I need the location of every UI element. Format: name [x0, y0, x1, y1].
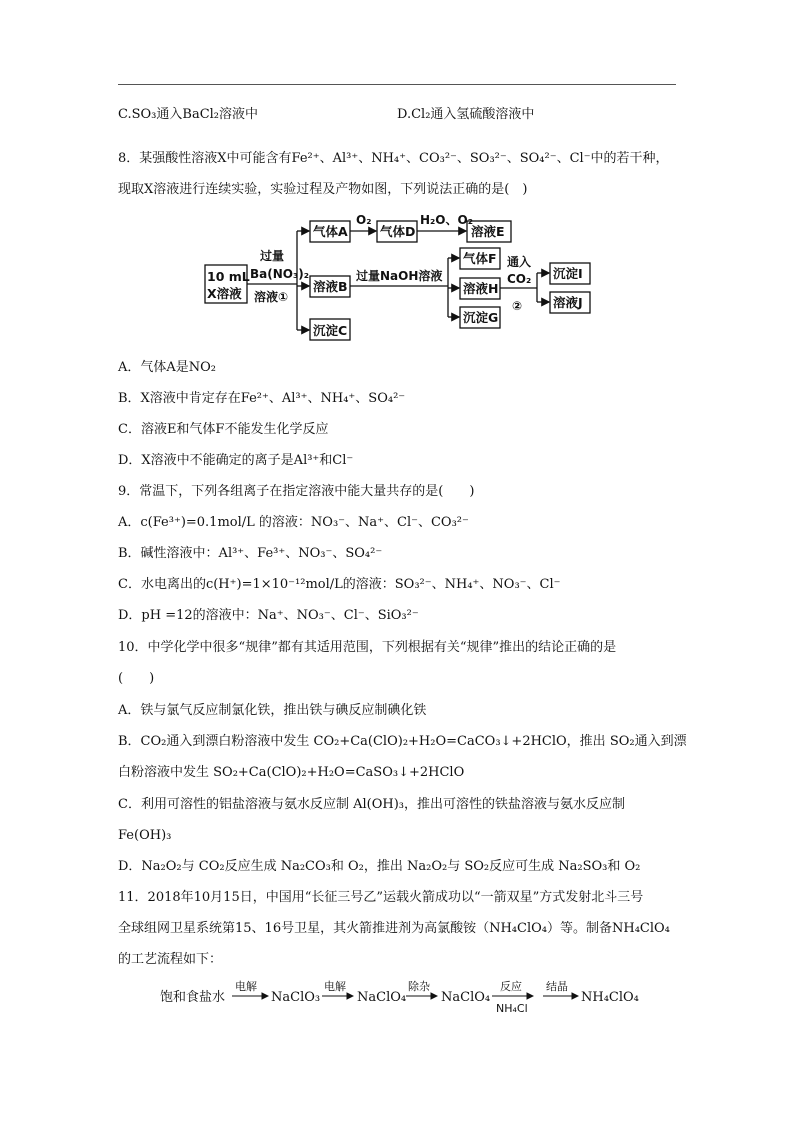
- reagent1-line3: 溶液①: [254, 290, 289, 304]
- process-arrow2-label: 电解: [324, 980, 346, 993]
- o2-label: O₂: [356, 213, 372, 227]
- q11-line2: 全球组网卫星系统第15、16号卫星，其火箭推进剂为高氯酸铵（NH₄ClO₄）等。制备NH₄ClO₄: [118, 921, 670, 936]
- q8-option-b: B．X溶液中肯定存在Fe²⁺、Al³⁺、NH₄⁺、SO₄²⁻: [118, 391, 406, 406]
- process-naclo4-a: NaClO₄: [357, 990, 407, 1005]
- process-nh4clo4: NH₄ClO₄: [581, 990, 639, 1005]
- prev-option-c: C.SO₃通入BaCl₂溶液中: [118, 107, 259, 122]
- process-naclo3: NaClO₃: [271, 990, 321, 1005]
- sol-b-label: 溶液B: [313, 279, 348, 294]
- q10-stem-line2: ( ): [118, 671, 155, 686]
- q10-option-b-line2: 白粉溶液中发生 SO₂+Ca(ClO)₂+H₂O=CaSO₃↓+2HClO: [118, 765, 465, 780]
- q8-flow-diagram: [0, 0, 794, 350]
- sol-j-label: 溶液J: [553, 295, 583, 310]
- process-brine: 饱和食盐水: [160, 990, 226, 1005]
- sol-h-label: 溶液H: [463, 281, 499, 296]
- q10-option-a: A．铁与氯气反应制氯化铁，推出铁与碘反应制碘化铁: [118, 703, 427, 718]
- q8-stem-line1: 8．某强酸性溶液X中可能含有Fe²⁺、Al³⁺、NH₄⁺、CO₃²⁻、SO₃²⁻、SO₄²⁻、Cl⁻中的若干种，: [118, 151, 669, 166]
- q11-process-flow: [0, 975, 794, 1025]
- ppt-i-label: 沉淀I: [553, 266, 583, 281]
- q9-stem: 9．常温下，下列各组离子在指定溶液中能大量共存的是( ): [118, 484, 475, 499]
- reagent1-line1: 过量: [260, 249, 285, 263]
- q9-option-d: D．pH =12的溶液中：Na⁺、NO₃⁻、Cl⁻、SiO₃²⁻: [118, 608, 419, 623]
- prev-option-d: D.Cl₂通入氢硫酸溶液中: [397, 107, 535, 122]
- process-arrow1-label: 电解: [235, 980, 257, 993]
- process-naclo4-b: NaClO₄: [441, 990, 491, 1005]
- q9-option-c: C．水电离出的c(H⁺)=1×10⁻¹²mol/L的溶液：SO₃²⁻、NH₄⁺、NO₃⁻、Cl⁻: [118, 577, 561, 592]
- process-arrow4-bottom: NH₄Cl: [496, 1002, 528, 1015]
- q8-stem-line2: 现取X溶液进行连续实验，实验过程及产物如图，下列说法正确的是( ): [118, 182, 528, 197]
- q8-option-c: C．溶液E和气体F不能发生化学反应: [118, 422, 329, 437]
- sol-e-label: 溶液E: [471, 224, 505, 239]
- naoh-label: 过量NaOH溶液: [356, 269, 443, 283]
- x-solution-line1: 10 mL: [207, 269, 250, 284]
- ppt-c-label: 沉淀C: [313, 323, 348, 338]
- q10-option-d: D．Na₂O₂与 CO₂反应生成 Na₂CO₃和 O₂，推出 Na₂O₂与 SO₂反应可生成 Na₂SO₃和 O₂: [118, 859, 641, 874]
- reagent1-line2: Ba(NO₃)₂: [250, 267, 309, 281]
- q9-option-b: B．碱性溶液中：Al³⁺、Fe³⁺、NO₃⁻、SO₄²⁻: [118, 546, 383, 561]
- process-arrow5-label: 结晶: [546, 980, 568, 993]
- gas-a-label: 气体A: [313, 224, 348, 239]
- x-solution-line2: X溶液: [207, 286, 242, 301]
- co2-line2: CO₂: [507, 272, 532, 286]
- process-arrow3-label: 除杂: [408, 980, 430, 993]
- q8-option-a: A．气体A是NO₂: [118, 360, 217, 375]
- q10-option-c-line2: Fe(OH)₃: [118, 828, 172, 843]
- h2o-o2-label: H₂O、O₂: [420, 213, 473, 227]
- q9-option-a: A．c(Fe³⁺)=0.1mol/L 的溶液：NO₃⁻、Na⁺、Cl⁻、CO₃²⁻: [118, 515, 469, 530]
- gas-d-label: 气体D: [380, 224, 416, 239]
- q10-option-b-line1: B．CO₂通入到漂白粉溶液中发生 CO₂+Ca(ClO)₂+H₂O=CaCO₃↓+2HClO，推出 SO₂通入到漂: [118, 734, 687, 749]
- process-arrow4-top: 反应: [500, 980, 522, 993]
- q10-option-c-line1: C．利用可溶性的铝盐溶液与氨水反应制 Al(OH)₃，推出可溶性的铁盐溶液与氨水反应制: [118, 797, 625, 812]
- step2-label: ②: [512, 299, 523, 313]
- q11-line3: 的工艺流程如下：: [118, 952, 223, 967]
- q10-stem-line1: 10．中学化学中很多“规律”都有其适用范围，下列根据有关“规律”推出的结论正确的是: [118, 640, 617, 655]
- q8-option-d: D．X溶液中不能确定的离子是Al³⁺和Cl⁻: [118, 453, 354, 468]
- co2-line1: 通入: [507, 255, 532, 269]
- gas-f-label: 气体F: [463, 251, 497, 266]
- q11-line1: 11．2018年10月15日，中国用“长征三号乙”运载火箭成功以“一箭双星”方式发射北斗三号: [118, 890, 644, 905]
- ppt-g-label: 沉淀G: [463, 310, 499, 325]
